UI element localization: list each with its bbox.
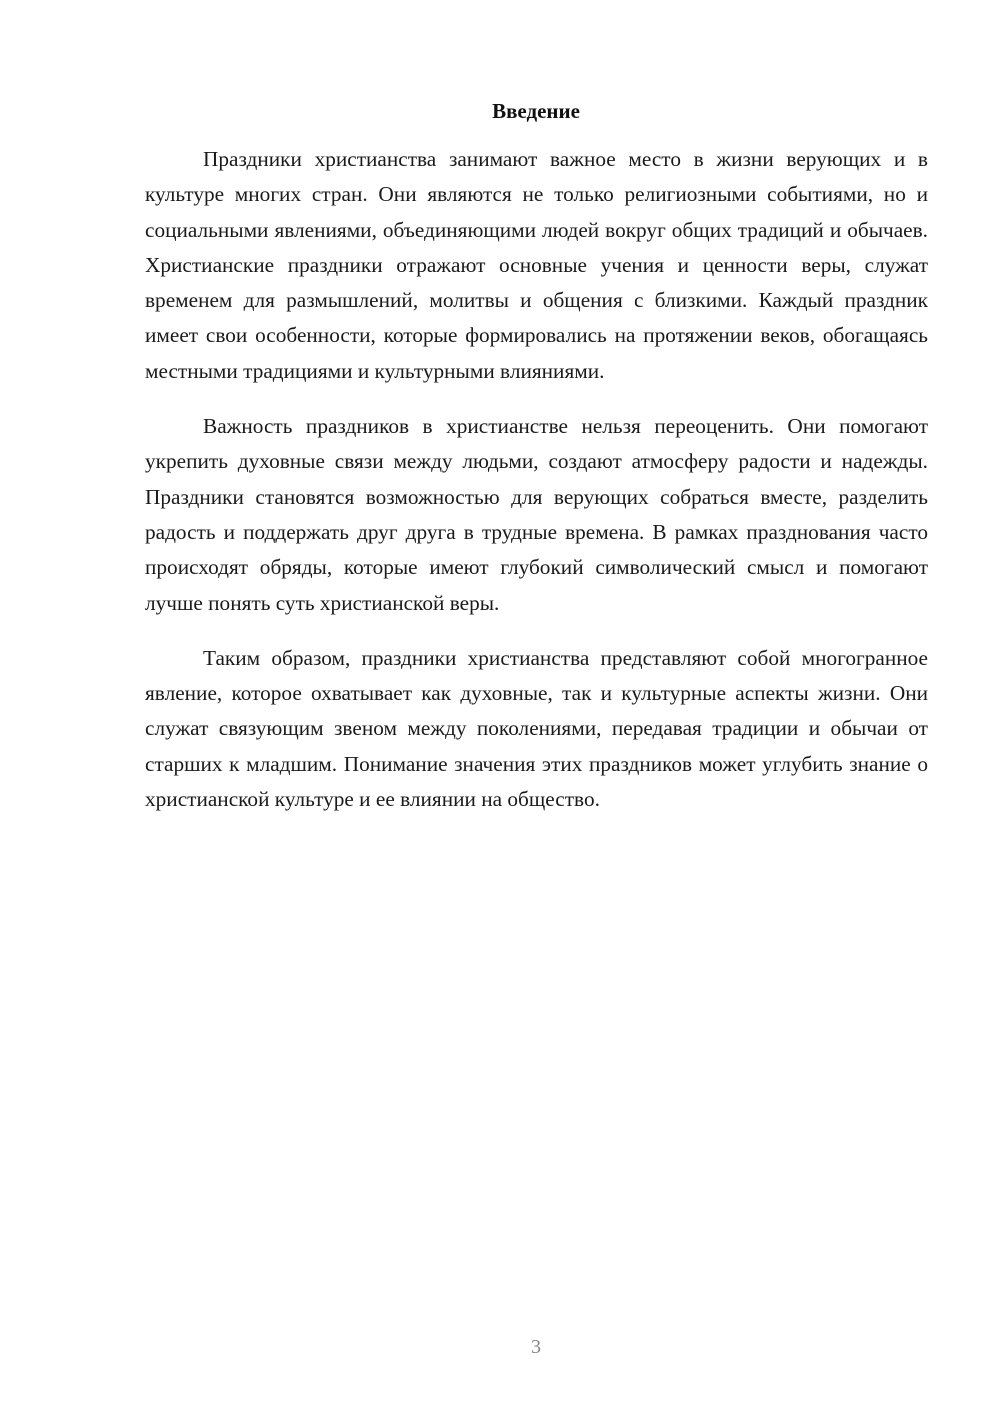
paragraph-3: Таким образом, праздники христианства представляют собой многогранное явление, которое охватывает как духовные, так и культурные аспекты жизни. Они служат связующим звеном между поколениями, передавая традиции и обычаи от старших к младшим. Понимание значения этих праздников может углубить знание о христианской культуре и ее влиянии на общество. bbox=[145, 645, 928, 812]
body-text bbox=[145, 142, 928, 837]
page-number: 3 bbox=[531, 1336, 541, 1358]
paragraph-2: Важность праздников в христианстве нельзя переоценить. Они помогают укрепить духовные связи между людьми, создают атмосферу радости и надежды. Праздники становятся возможностью для верующих собраться вместе, разделить радость и поддержать друг друга в трудные времена. В рамках празднования часто происходят обряды, которые имеют глубокий символический смысл и помогают лучше понять суть христианской веры. bbox=[145, 414, 928, 615]
page-title: Введение bbox=[492, 99, 580, 123]
paragraph-1: Праздники христианства занимают важное место в жизни верующих и в культуре многих стран. Они являются не только религиозными событиями, но и социальными явлениями, объединяющими людей вокруг общих традиций и обычаев. Христианские праздники отражают основные учения и ценности веры, служат временем для размышлений, молитвы и общения с близкими. Каждый праздник имеет свои особенности, которые формировались на протяжении веков, обогащаясь местными традициями и культурными влияниями. bbox=[145, 147, 928, 383]
